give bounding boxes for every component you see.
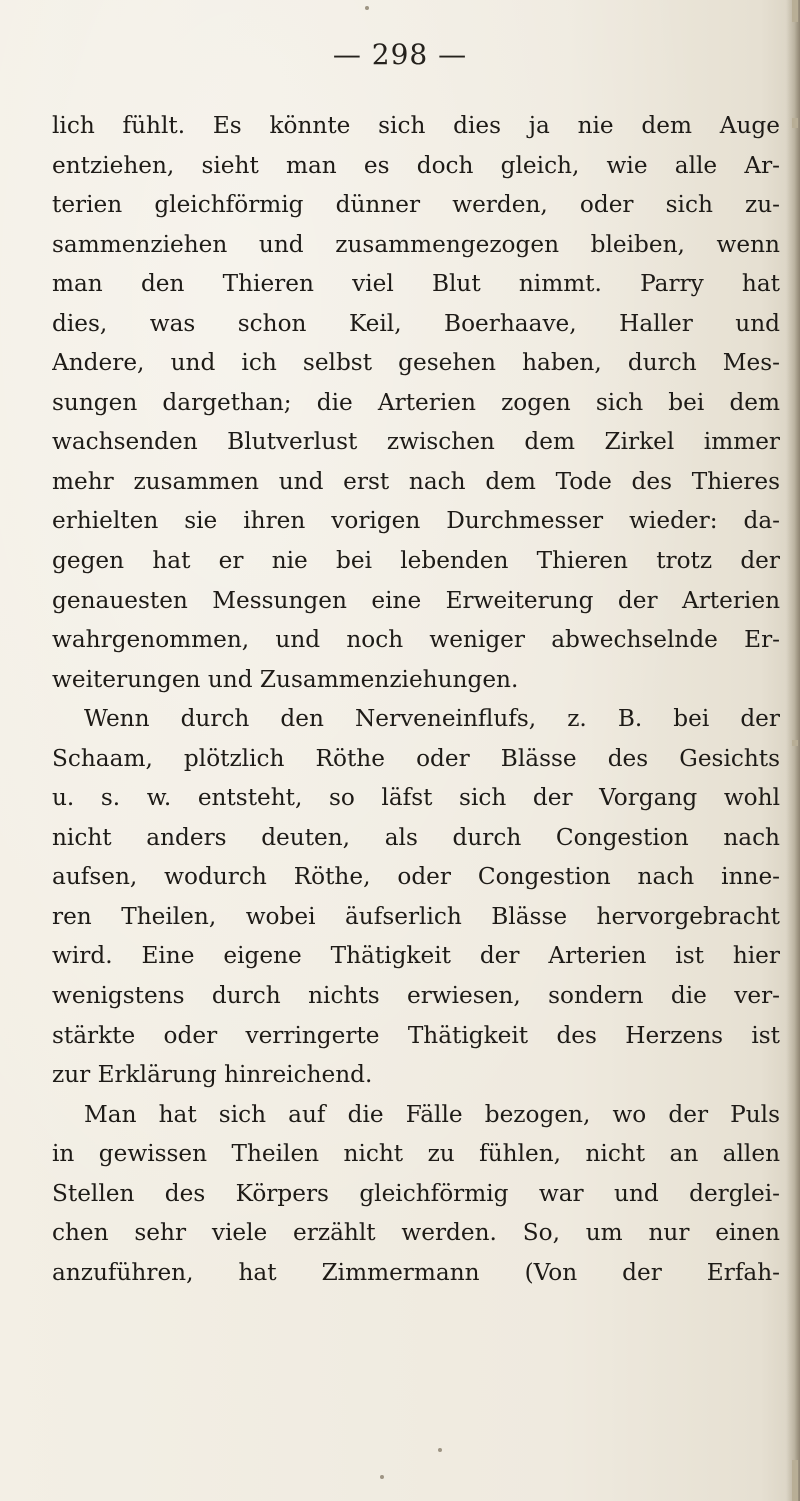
text-line: stärkte oder verringerte Thätigkeit des Herzens ist	[52, 1021, 780, 1049]
page-edge-mark	[792, 118, 798, 128]
text-line: in gewissen Theilen nicht zu fühlen, nicht an allen	[52, 1140, 780, 1168]
text-line: erhielten sie ihren vorigen Durchmesser wieder: da-	[52, 507, 780, 535]
text-line: Schaam, plötzlich Röthe oder Blässe des Gesichts	[52, 744, 780, 772]
text-line: man den Thieren viel Blut nimmt. Parry hat	[52, 270, 780, 298]
text-line: sammenziehen und zusammengezogen bleiben, wenn	[52, 230, 780, 258]
text-line: chen sehr viele erzählt werden. So, um nur einen	[52, 1219, 780, 1247]
text-line: wachsenden Blutverlust zwischen dem Zirkel immer	[52, 428, 780, 456]
text-line: dies, was schon Keil, Boerhaave, Haller und	[52, 309, 780, 337]
text-line: genauesten Messungen eine Erweiterung der Arterien	[52, 586, 780, 614]
page-number: — 298 —	[332, 38, 468, 71]
page-edge-mark	[792, 0, 798, 22]
text-line: wenigstens durch nichts erwiesen, sondern die ver-	[52, 982, 780, 1010]
text-line: Andere, und ich selbst gesehen haben, durch Mes-	[52, 349, 780, 377]
text-line: lich fühlt. Es könnte sich dies ja nie dem Auge	[52, 112, 780, 139]
text-line: terien gleichförmig dünner werden, oder sich zu-	[52, 191, 780, 219]
text-line: nicht anders deuten, als durch Congestion nach	[52, 823, 780, 851]
text-line: gegen hat er nie bei lebenden Thieren trotz der	[52, 547, 780, 575]
text-line: ren Theilen, wobei äufserlich Blässe hervorgebracht	[52, 902, 780, 930]
paragraph-end-line: weiterungen und Zusammenziehungen.	[52, 665, 519, 693]
text-line: wahrgenommen, und noch weniger abwechselnde Er-	[52, 626, 780, 654]
paragraph-end-line: zur Erklärung hinreichend.	[52, 1061, 373, 1089]
page-edge-mark	[792, 740, 798, 746]
text-line: entziehen, sieht man es doch gleich, wie alle Ar-	[52, 151, 780, 179]
paper-speck	[365, 6, 369, 10]
text-line: sungen dargethan; die Arterien zogen sich bei dem	[52, 388, 780, 416]
body-text	[52, 106, 780, 1292]
paper-speck	[380, 1475, 384, 1479]
text-line: u. s. w. entsteht, so läfst sich der Vorgang wohl	[52, 784, 780, 812]
paragraph-start-line: Man hat sich auf die Fälle bezogen, wo der Puls	[84, 1100, 780, 1128]
text-line: Stellen des Körpers gleichförmig war und derglei-	[52, 1179, 780, 1207]
text-line: wird. Eine eigene Thätigkeit der Arterien ist hier	[52, 942, 780, 970]
page-edge-mark	[792, 1460, 798, 1501]
text-line: anzuführen, hat Zimmermann (Von der Erfah-	[52, 1258, 780, 1286]
paper-speck	[438, 1448, 442, 1452]
paragraph-start-line: Wenn durch den Nerveneinflufs, z. B. bei der	[84, 705, 780, 733]
page-edge-shadow	[786, 0, 800, 1501]
text-line: mehr zusammen und erst nach dem Tode des Thieres	[52, 467, 780, 495]
text-line: aufsen, wodurch Röthe, oder Congestion nach inne-	[52, 863, 780, 891]
